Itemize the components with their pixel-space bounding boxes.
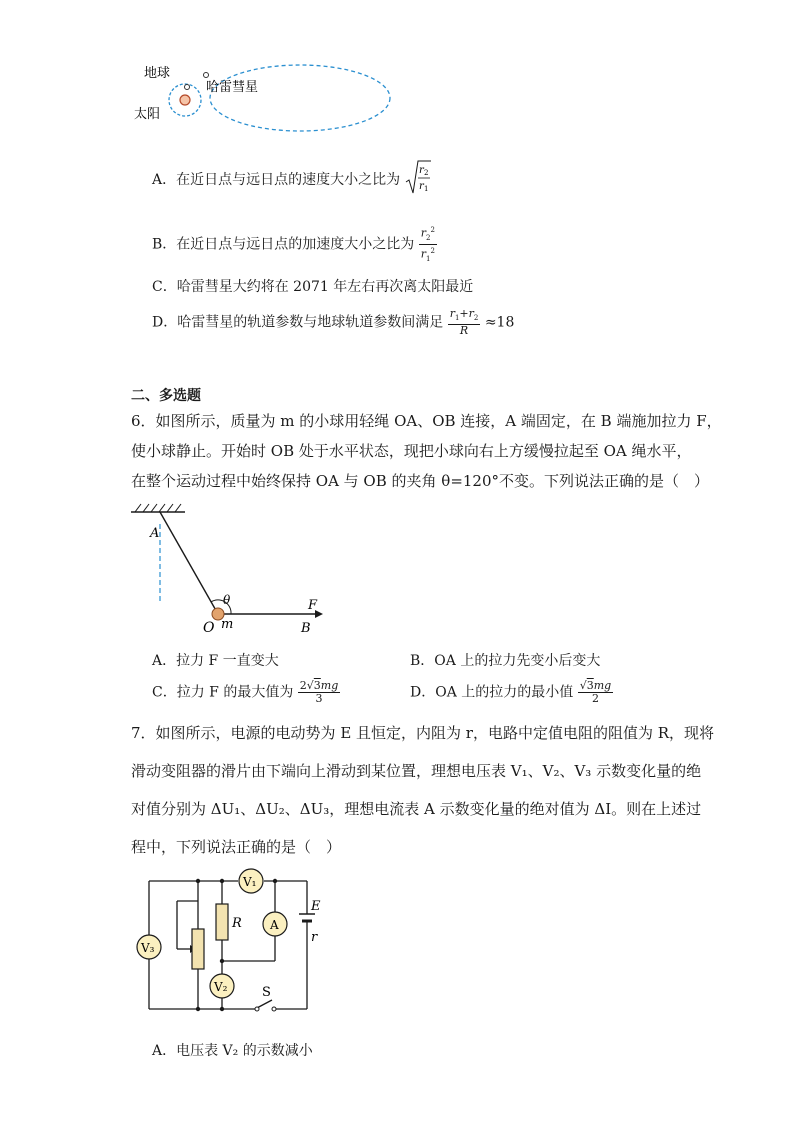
q5-option-d-tail: ≈18 <box>484 314 515 331</box>
label-F: F <box>308 598 318 613</box>
q5-option-a-text: A．在近日点与远日点的速度大小之比为 <box>152 172 401 188</box>
q7-stem-line3: 对值分别为 ΔU₁、ΔU₂、ΔU₃，理想电流表 A 示数变化量的绝对值为 ΔI。则在上述过 <box>131 800 702 818</box>
label-theta: θ <box>223 593 231 607</box>
orbit-figure <box>130 58 400 138</box>
q5-option-b <box>152 224 437 265</box>
q6-option-c-text: C．拉力 F 的最大值为 <box>152 684 294 701</box>
resistor-R <box>216 904 228 940</box>
comet-dot <box>204 73 209 78</box>
label-B: B <box>301 621 311 636</box>
comet-orbit <box>210 65 390 131</box>
q6-stem-line1: 6．如图所示，质量为 m 的小球用轻绳 OA、OB 连接，A 端固定，在 B 端施加拉力 F， <box>131 412 722 430</box>
svg-text:r: r <box>418 181 424 192</box>
q7-stem-line4: 程中，下列说法正确的是（ ） <box>131 838 342 856</box>
q6-option-c <box>152 680 340 705</box>
label-V3: V₃ <box>141 941 155 955</box>
label-A: A <box>150 526 160 541</box>
svg-text:2: 2 <box>423 169 429 177</box>
label-earth: 地球 <box>144 66 171 81</box>
q6-option-a: A．拉力 F 一直变大 <box>152 653 279 669</box>
label-sun: 太阳 <box>134 107 161 122</box>
q5-option-d <box>152 308 514 337</box>
q7-stem-line2: 滑动变阻器的滑片由下端向上滑动到某位置，理想电压表 V₁、V₂、V₃ 示数变化量的绝 <box>131 762 702 780</box>
switch-contact-left <box>255 1007 259 1011</box>
label-V1: V₁ <box>243 875 257 889</box>
label-R: R <box>232 916 242 931</box>
q5-option-d-text: D．哈雷彗星的轨道参数与地球轨道参数间满足 <box>152 314 444 331</box>
svg-text:r: r <box>418 165 424 176</box>
sqrt-r2-over-r1 <box>405 160 431 200</box>
switch-contact-right <box>272 1007 276 1011</box>
label-comet: 哈雷彗星 <box>206 80 259 95</box>
label-A: A <box>270 918 279 932</box>
section-heading: 二、多选题 <box>131 388 201 404</box>
rheostat <box>192 929 204 969</box>
label-m: m <box>221 617 234 632</box>
frac-r1-plus-r2-over-R: $\frac{r_1+r_2}{R}$ <box>449 307 479 338</box>
sun-dot <box>180 95 190 105</box>
q6-option-d <box>410 680 613 705</box>
label-r: r <box>311 930 318 945</box>
q5-option-c: C．哈雷彗星大约将在 2071 年左右再次离太阳最近 <box>152 279 474 295</box>
rope-OA <box>160 512 218 614</box>
q6-stem-line3: 在整个运动过程中始终保持 OA 与 OB 的夹角 θ=120°不变。下列说法正确的是（ ） <box>131 472 710 490</box>
label-V2: V₂ <box>214 980 228 994</box>
earth-dot <box>185 85 190 90</box>
q7-stem-line1: 7．如图所示，电源的电动势为 E 且恒定，内阻为 r，电路中定值电阻的阻值为 R，现将 <box>131 724 715 742</box>
frac-r2sq-over-r1sq: $\frac{r_2^2}{r_1^2}$ <box>420 226 435 263</box>
q5-option-b-text: B．在近日点与远日点的加速度大小之比为 <box>152 236 415 253</box>
frac-sqrt3mg-over-2: $\frac{√3mg}{2}$ <box>579 679 612 705</box>
q6-option-d-text: D．OA 上的拉力的最小值 <box>410 684 574 701</box>
q7-circuit-figure <box>130 866 330 1016</box>
q7-option-a: A．电压表 V₂ 的示数减小 <box>152 1043 313 1059</box>
q6-stem-line2: 使小球静止。开始时 OB 处于水平状态，现把小球向右上方缓慢拉起至 OA 绳水平， <box>131 442 692 460</box>
q5-option-a <box>152 160 431 200</box>
label-S: S <box>262 985 271 1000</box>
label-E: E <box>311 899 321 914</box>
q6-rope-figure <box>125 502 340 637</box>
label-O: O <box>203 620 215 636</box>
frac-2sqrt3mg-over-3: $\frac{2√3mg}{3}$ <box>299 679 339 705</box>
q6-option-b: B．OA 上的拉力先变小后变大 <box>410 653 601 669</box>
svg-text:1: 1 <box>423 185 429 193</box>
